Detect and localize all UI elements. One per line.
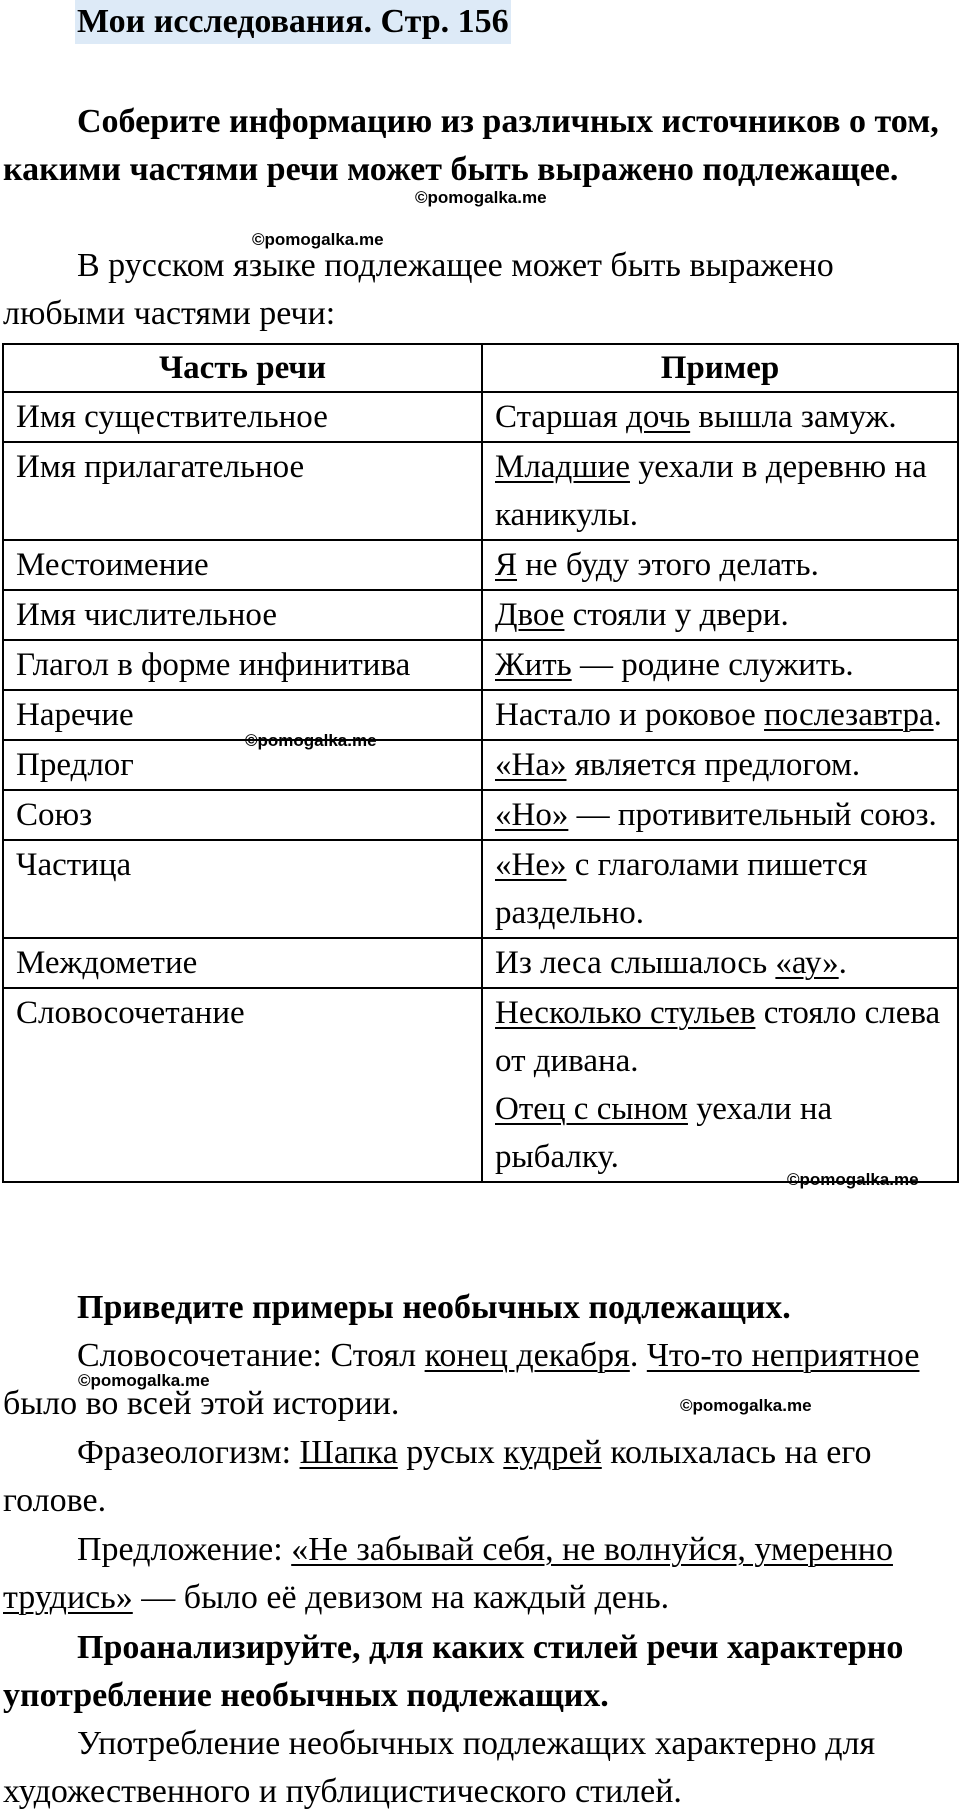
watermark: ©pomogalka.me [245, 731, 377, 750]
example-idiom: Фразеологизм: Шапка русых кудрей колыхалась на его голове. [3, 1434, 872, 1519]
row-part: Союз [3, 790, 482, 840]
task-research-prompt: Соберите информацию из различных источников о том, какими частями речи может быть выражено подлежащее. [3, 103, 939, 188]
row-example: Я не буду этого делать. [482, 540, 958, 590]
row-example: «На» является предлогом. [482, 740, 958, 790]
row-example: Двое стояли у двери. [482, 590, 958, 640]
table-row [3, 690, 958, 740]
table-row [3, 540, 958, 590]
row-part: Местоимение [3, 540, 482, 590]
row-example: «Но» — противительный союз. [482, 790, 958, 840]
table-row [3, 938, 958, 988]
table-row [3, 590, 958, 640]
header-part-of-speech: Часть речи [3, 344, 482, 392]
parts-of-speech-table [2, 343, 959, 1183]
styles-answer: Употребление необычных подлежащих характерно для художественного и публицистического стилей. [3, 1725, 876, 1810]
row-part: Наречие [3, 690, 482, 740]
header-example: Пример [482, 344, 958, 392]
row-example: Несколько стульев стояло слева от дивана. Отец с сыном уехали на рыбалку. [482, 988, 958, 1182]
watermark: ©pomogalka.me [252, 230, 384, 249]
row-example: Из леса слышалось «ау». [482, 938, 958, 988]
watermark: ©pomogalka.me [415, 188, 547, 207]
row-example: Жить — родине служить. [482, 640, 958, 690]
task-examples-prompt: Приведите примеры необычных подлежащих. [77, 1289, 791, 1326]
table-header-row [3, 344, 958, 392]
page-title: Мои исследования. Стр. 156 [75, 0, 511, 44]
row-example: Младшие уехали в деревню на каникулы. [482, 442, 958, 540]
watermark: ©pomogalka.me [78, 1371, 210, 1390]
table-row [3, 640, 958, 690]
row-part: Имя существительное [3, 392, 482, 442]
table-row [3, 988, 958, 1182]
table-row [3, 442, 958, 540]
row-part: Словосочетание [3, 988, 482, 1182]
row-part: Междометие [3, 938, 482, 988]
row-example: Старшая дочь вышла замуж. [482, 392, 958, 442]
example-phrase: Словосочетание: Стоял конец декабря. Что-то неприятное было во всей этой истории. [3, 1337, 920, 1422]
table-row [3, 392, 958, 442]
task-styles-prompt: Проанализируйте, для каких стилей речи характерно употребление необычных подлежащих. [3, 1629, 904, 1714]
row-example: Настало и роковое послезавтра. [482, 690, 958, 740]
table-row [3, 790, 958, 840]
row-part: Имя прилагательное [3, 442, 482, 540]
watermark: ©pomogalka.me [787, 1170, 919, 1189]
watermark: ©pomogalka.me [680, 1396, 812, 1415]
row-part: Частица [3, 840, 482, 938]
row-part: Предлог [3, 740, 482, 790]
table-row [3, 740, 958, 790]
table-row [3, 840, 958, 938]
row-example: «Не» с глаголами пишется раздельно. [482, 840, 958, 938]
row-part: Глагол в форме инфинитива [3, 640, 482, 690]
example-sentence: Предложение: «Не забывай себя, не волнуйся, умеренно трудись» — было её девизом на каждый день. [3, 1531, 893, 1616]
row-part: Имя числительное [3, 590, 482, 640]
intro-text: В русском языке подлежащее может быть выражено любыми частями речи: [3, 247, 834, 332]
